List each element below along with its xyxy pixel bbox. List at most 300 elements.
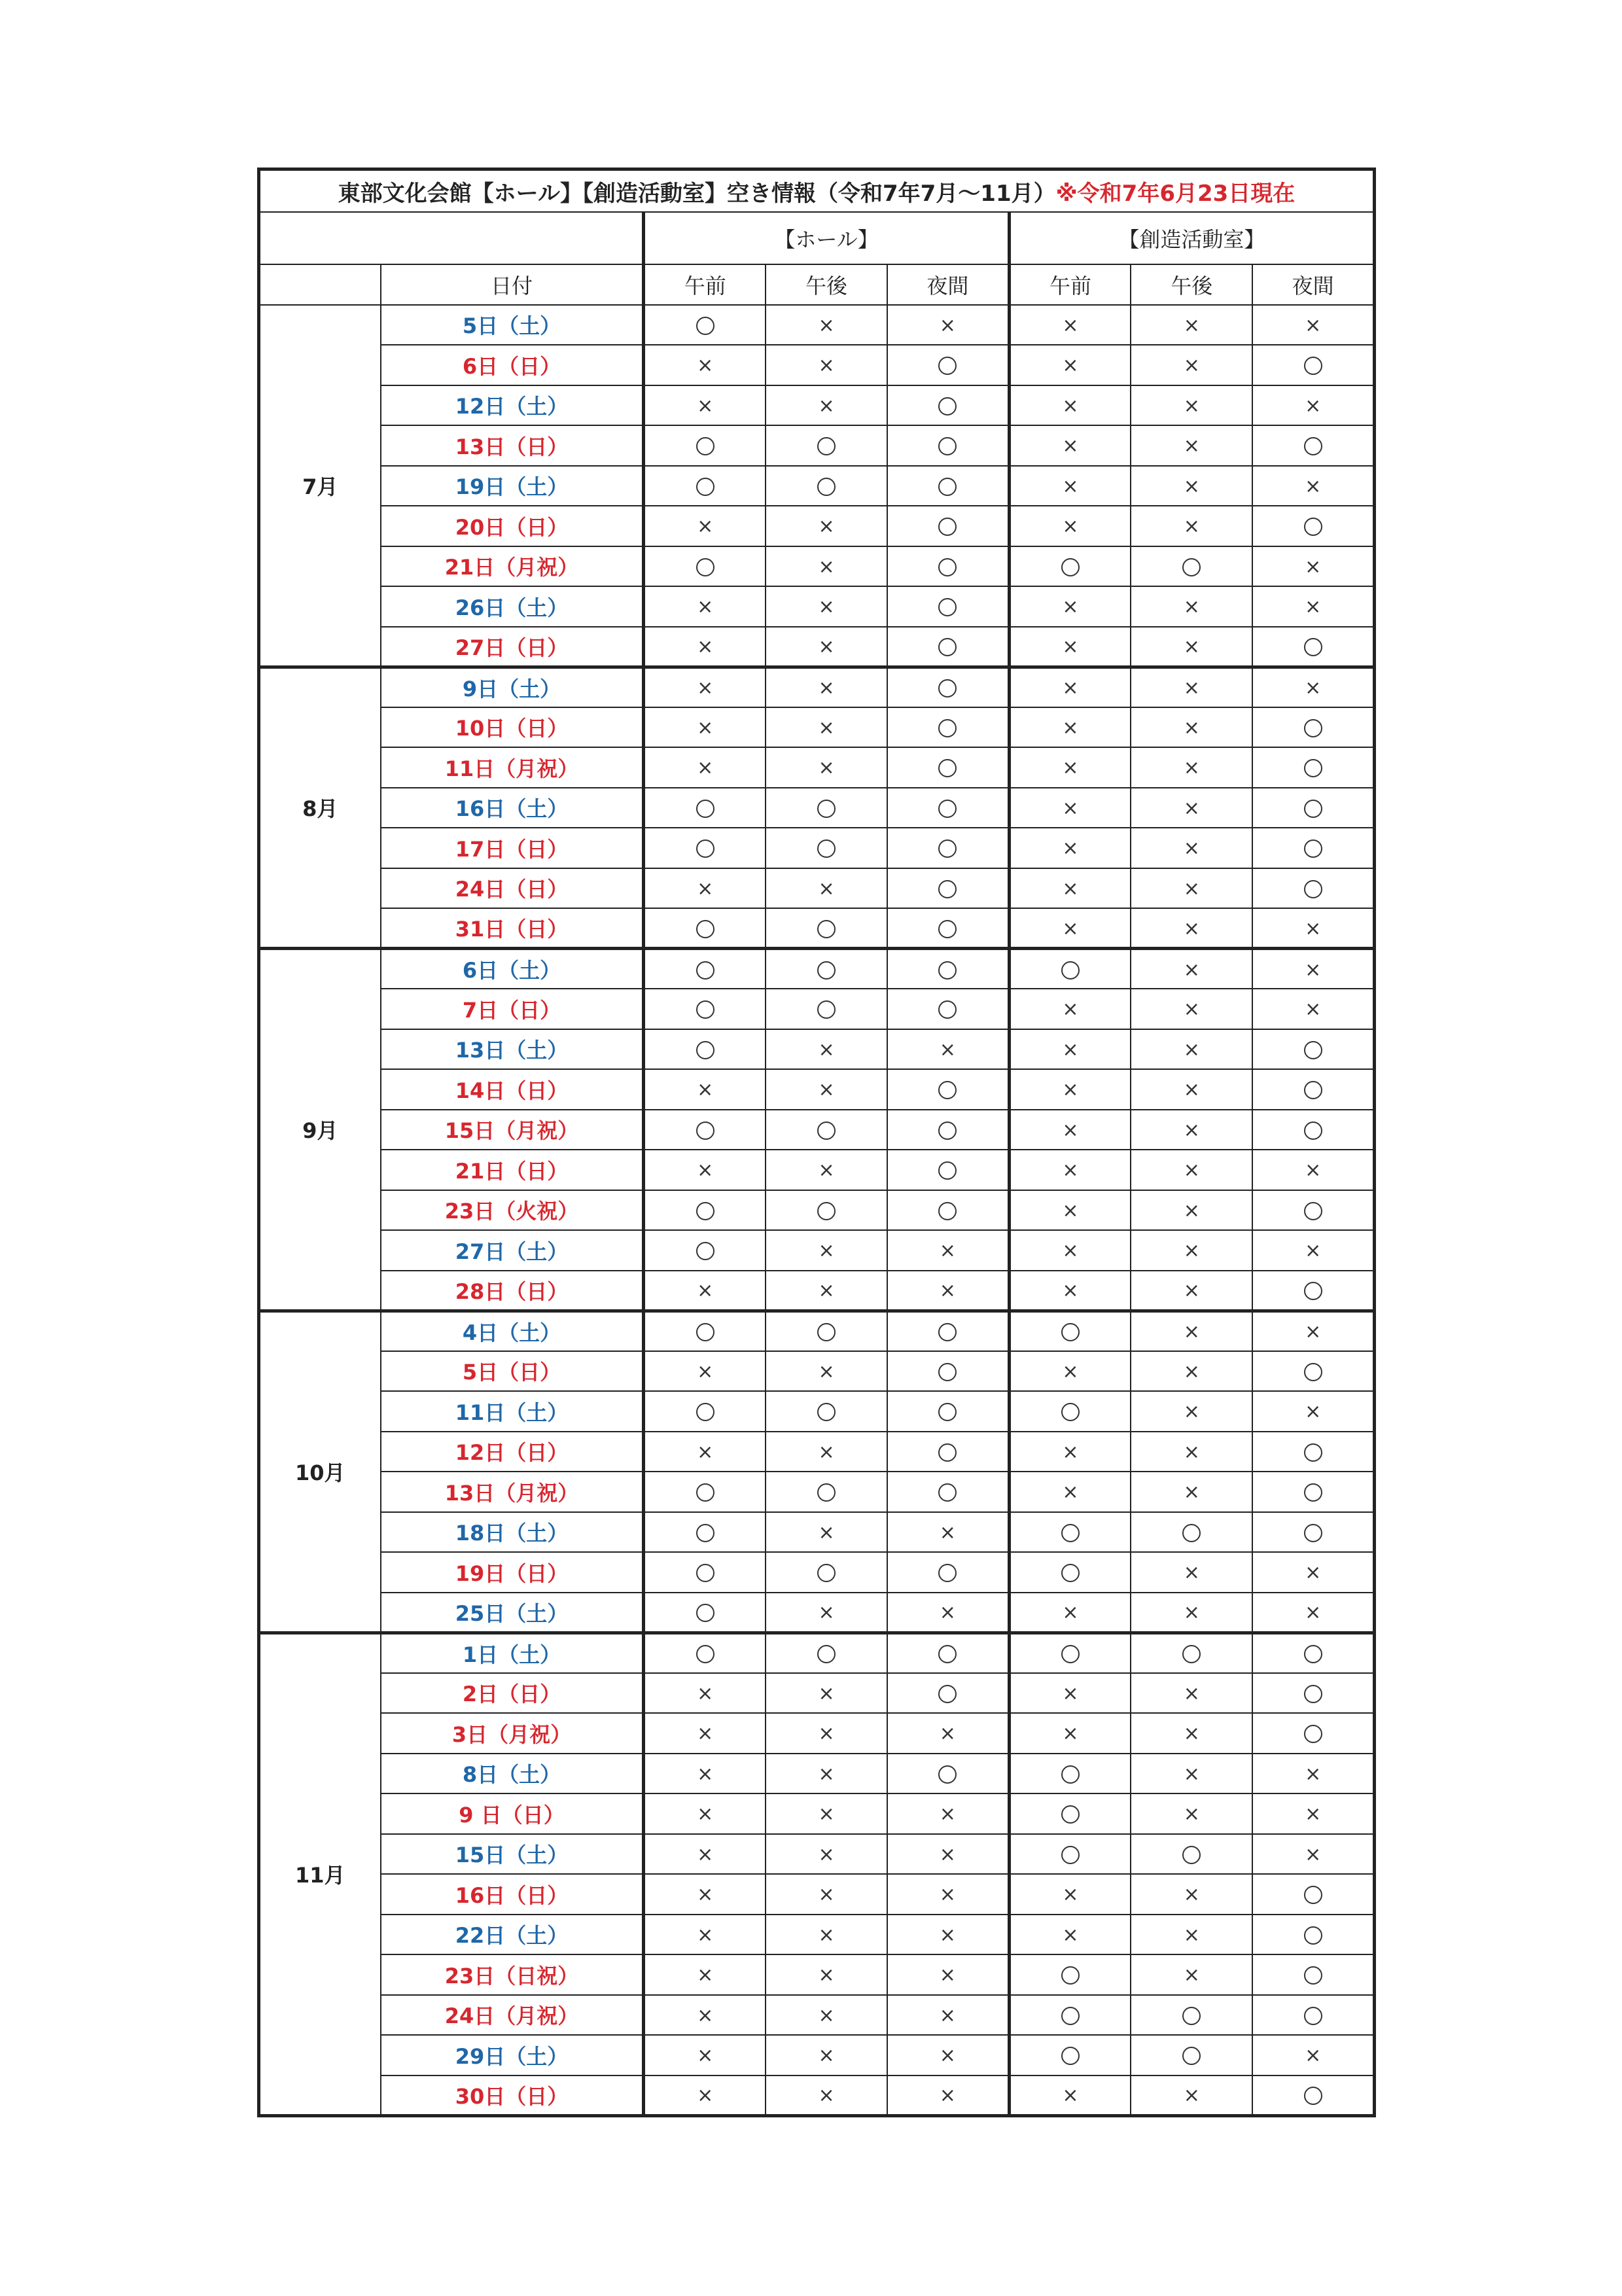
hall-night-cell: [887, 1351, 1009, 1392]
available-circle-icon: [1061, 1765, 1080, 1784]
hall-am-cell: [644, 908, 766, 949]
unavailable-cross-icon: ×: [818, 515, 835, 539]
table-row: [259, 1391, 1375, 1432]
studio-night-cell: [1252, 425, 1374, 466]
studio-pm-cell: [1131, 1874, 1252, 1915]
studio-night-header: 夜間: [1252, 264, 1374, 305]
hall-night-cell: [887, 2035, 1009, 2075]
studio-am-cell: [1009, 1351, 1131, 1392]
studio-am-cell: [1009, 667, 1131, 707]
unavailable-cross-icon: ×: [818, 877, 835, 900]
table-row: [259, 1834, 1375, 1875]
available-circle-icon: [696, 1645, 714, 1663]
hall-night-cell: [887, 1915, 1009, 1955]
studio-night-cell: [1252, 1069, 1374, 1110]
available-circle-icon: [817, 1202, 836, 1220]
hall-night-cell: [887, 667, 1009, 707]
unavailable-cross-icon: ×: [1062, 677, 1079, 699]
hall-am-cell: [644, 747, 766, 788]
date-cell: 6日（土）: [381, 949, 644, 989]
studio-pm-cell: [1131, 747, 1252, 788]
unavailable-cross-icon: ×: [939, 1601, 956, 1624]
hall-night-cell: [887, 828, 1009, 868]
available-circle-icon: [696, 1041, 714, 1059]
hall-am-cell: [644, 305, 766, 345]
hall-night-cell: [887, 506, 1009, 546]
available-circle-icon: [817, 1483, 836, 1502]
unavailable-cross-icon: ×: [1305, 958, 1322, 981]
hall-pm-cell: [766, 1190, 887, 1231]
table-row: [259, 908, 1375, 949]
available-circle-icon: [696, 1202, 714, 1220]
available-circle-icon: [938, 1483, 957, 1502]
studio-am-cell: [1009, 707, 1131, 748]
unavailable-cross-icon: ×: [818, 1038, 835, 1061]
unavailable-cross-icon: ×: [1062, 1601, 1079, 1624]
unavailable-cross-icon: ×: [818, 677, 835, 699]
studio-pm-cell: [1131, 1633, 1252, 1673]
unavailable-cross-icon: ×: [1183, 515, 1200, 539]
hall-am-cell: [644, 1150, 766, 1190]
studio-am-cell: [1009, 1874, 1131, 1915]
available-circle-icon: [696, 920, 714, 938]
unavailable-cross-icon: ×: [1183, 434, 1200, 458]
table-row: [259, 1552, 1375, 1593]
date-cell: 19日（土）: [381, 466, 644, 506]
studio-night-cell: [1252, 1150, 1374, 1190]
unavailable-cross-icon: ×: [697, 877, 714, 900]
unavailable-cross-icon: ×: [818, 1803, 835, 1826]
available-circle-icon: [817, 920, 836, 938]
table-row: [259, 2035, 1375, 2075]
studio-am-cell: [1009, 1713, 1131, 1754]
unavailable-cross-icon: ×: [697, 515, 714, 539]
hall-am-cell: [644, 788, 766, 828]
date-cell: 12日（日）: [381, 1432, 644, 1472]
available-circle-icon: [817, 961, 836, 980]
studio-am-cell: [1009, 1593, 1131, 1633]
hall-pm-cell: [766, 1834, 887, 1875]
available-circle-icon: [938, 920, 957, 938]
unavailable-cross-icon: ×: [1062, 837, 1079, 860]
studio-am-cell: [1009, 788, 1131, 828]
table-row: [259, 466, 1375, 506]
studio-pm-cell: [1131, 828, 1252, 868]
hall-night-cell: [887, 2075, 1009, 2116]
unavailable-cross-icon: ×: [1183, 2084, 1200, 2107]
unavailable-cross-icon: ×: [818, 1159, 835, 1182]
available-circle-icon: [938, 638, 957, 656]
date-cell: 1日（土）: [381, 1633, 644, 1673]
hall-am-cell: [644, 627, 766, 667]
unavailable-cross-icon: ×: [818, 2004, 835, 2027]
hall-pm-cell: [766, 1915, 887, 1955]
unavailable-cross-icon: ×: [1183, 1118, 1200, 1142]
hall-night-cell: [887, 747, 1009, 788]
available-circle-icon: [696, 1564, 714, 1582]
unavailable-cross-icon: ×: [939, 2044, 956, 2068]
hall-pm-cell: [766, 908, 887, 949]
hall-pm-cell: [766, 1593, 887, 1633]
available-circle-icon: [696, 1122, 714, 1140]
hall-am-cell: [644, 1793, 766, 1834]
date-cell: 20日（日）: [381, 506, 644, 546]
hall-pm-cell: [766, 1311, 887, 1351]
studio-pm-cell: [1131, 385, 1252, 426]
studio-pm-cell: [1131, 2035, 1252, 2075]
hall-night-cell: [887, 627, 1009, 667]
table-row: [259, 1754, 1375, 1794]
date-cell: 25日（土）: [381, 1593, 644, 1633]
available-circle-icon: [938, 1443, 957, 1462]
unavailable-cross-icon: ×: [697, 1762, 714, 1786]
available-circle-icon: [1061, 1403, 1080, 1421]
unavailable-cross-icon: ×: [939, 1038, 956, 1061]
studio-am-cell: [1009, 1915, 1131, 1955]
unavailable-cross-icon: ×: [1183, 313, 1200, 337]
studio-pm-cell: [1131, 586, 1252, 627]
hall-pm-cell: [766, 1472, 887, 1512]
table-row: [259, 868, 1375, 909]
hall-pm-cell: [766, 1995, 887, 2036]
month-label: 8月: [259, 667, 381, 949]
table-row: [259, 1954, 1375, 1995]
studio-night-cell: [1252, 1351, 1374, 1392]
hall-night-cell: [887, 1311, 1009, 1351]
hall-night-cell: [887, 1110, 1009, 1150]
unavailable-cross-icon: ×: [1305, 917, 1322, 940]
section-header-blank: [259, 212, 644, 264]
studio-pm-cell: [1131, 667, 1252, 707]
unavailable-cross-icon: ×: [1062, 716, 1079, 739]
available-circle-icon: [938, 880, 957, 898]
available-circle-icon: [938, 1403, 957, 1421]
table-row: [259, 1230, 1375, 1271]
studio-night-cell: [1252, 305, 1374, 345]
date-cell: 13日（日）: [381, 425, 644, 466]
unavailable-cross-icon: ×: [818, 1722, 835, 1746]
hall-pm-cell: [766, 466, 887, 506]
unavailable-cross-icon: ×: [1305, 1400, 1322, 1424]
available-circle-icon: [1061, 961, 1080, 980]
available-circle-icon: [1182, 558, 1201, 576]
unavailable-cross-icon: ×: [697, 2084, 714, 2107]
table-row: [259, 1793, 1375, 1834]
unavailable-cross-icon: ×: [697, 1923, 714, 1947]
unavailable-cross-icon: ×: [1183, 1762, 1200, 1786]
table-row: [259, 1633, 1375, 1673]
date-cell: 13日（土）: [381, 1029, 644, 1070]
table-row: [259, 586, 1375, 627]
unavailable-cross-icon: ×: [818, 1762, 835, 1786]
unavailable-cross-icon: ×: [1305, 1159, 1322, 1182]
available-circle-icon: [1182, 1524, 1201, 1542]
table-row: [259, 425, 1375, 466]
studio-pm-cell: [1131, 546, 1252, 587]
studio-night-cell: [1252, 1432, 1374, 1472]
studio-night-cell: [1252, 949, 1374, 989]
available-circle-icon: [938, 719, 957, 737]
studio-am-cell: [1009, 586, 1131, 627]
unavailable-cross-icon: ×: [1062, 1038, 1079, 1061]
table-row: [259, 627, 1375, 667]
unavailable-cross-icon: ×: [939, 1923, 956, 1947]
table-row: [259, 1190, 1375, 1231]
hall-am-cell: [644, 1432, 766, 1472]
studio-am-cell: [1009, 466, 1131, 506]
studio-am-cell: [1009, 345, 1131, 385]
studio-night-cell: [1252, 828, 1374, 868]
available-circle-icon: [1061, 1564, 1080, 1582]
hall-pm-cell: [766, 425, 887, 466]
studio-night-cell: [1252, 1512, 1374, 1553]
available-circle-icon: [938, 1081, 957, 1099]
hall-am-cell: [644, 506, 766, 546]
hall-night-cell: [887, 1069, 1009, 1110]
hall-pm-cell: [766, 1713, 887, 1754]
studio-am-cell: [1009, 2075, 1131, 2116]
available-circle-icon: [938, 1000, 957, 1019]
hall-am-cell: [644, 1552, 766, 1593]
unavailable-cross-icon: ×: [697, 2044, 714, 2068]
studio-am-cell: [1009, 949, 1131, 989]
unavailable-cross-icon: ×: [1183, 635, 1200, 658]
hall-night-cell: [887, 1190, 1009, 1231]
studio-night-cell: [1252, 1472, 1374, 1512]
studio-night-cell: [1252, 1311, 1374, 1351]
hall-am-cell: [644, 1029, 766, 1070]
table-row: [259, 1593, 1375, 1633]
studio-pm-cell: [1131, 305, 1252, 345]
available-circle-icon: [938, 1564, 957, 1582]
available-circle-icon: [696, 1483, 714, 1502]
hall-night-cell: [887, 1793, 1009, 1834]
hall-am-cell: [644, 1673, 766, 1714]
unavailable-cross-icon: ×: [697, 354, 714, 378]
hall-am-cell: [644, 1069, 766, 1110]
table-row: [259, 506, 1375, 546]
hall-am-cell: [644, 1190, 766, 1231]
hall-night-cell: [887, 1834, 1009, 1875]
hall-night-header: 夜間: [887, 264, 1009, 305]
studio-night-cell: [1252, 1874, 1374, 1915]
studio-am-cell: [1009, 1110, 1131, 1150]
title-row: [259, 169, 1375, 213]
available-circle-icon: [1304, 759, 1322, 777]
table-row: [259, 1472, 1375, 1512]
unavailable-cross-icon: ×: [818, 354, 835, 378]
unavailable-cross-icon: ×: [1062, 796, 1079, 820]
unavailable-cross-icon: ×: [1305, 2044, 1322, 2068]
studio-am-cell: [1009, 747, 1131, 788]
hall-am-cell: [644, 707, 766, 748]
studio-night-cell: [1252, 1552, 1374, 1593]
hall-pm-cell: [766, 305, 887, 345]
hall-am-cell: [644, 949, 766, 989]
available-circle-icon: [696, 961, 714, 980]
unavailable-cross-icon: ×: [818, 1279, 835, 1302]
table-row: [259, 989, 1375, 1029]
studio-am-cell: [1009, 1069, 1131, 1110]
available-circle-icon: [1304, 437, 1322, 455]
available-circle-icon: [1304, 1886, 1322, 1904]
unavailable-cross-icon: ×: [818, 394, 835, 417]
hall-am-cell: [644, 1271, 766, 1311]
studio-am-cell: [1009, 2035, 1131, 2075]
table-row: [259, 1713, 1375, 1754]
unavailable-cross-icon: ×: [818, 1239, 835, 1263]
hall-night-cell: [887, 989, 1009, 1029]
unavailable-cross-icon: ×: [1062, 1199, 1079, 1222]
available-circle-icon: [696, 317, 714, 335]
unavailable-cross-icon: ×: [1062, 354, 1079, 378]
unavailable-cross-icon: ×: [1305, 595, 1322, 619]
month-label: 10月: [259, 1311, 381, 1633]
hall-night-cell: [887, 1512, 1009, 1553]
available-circle-icon: [696, 1524, 714, 1542]
available-circle-icon: [1304, 1926, 1322, 1945]
date-cell: 11日（月祝）: [381, 747, 644, 788]
unavailable-cross-icon: ×: [1183, 1159, 1200, 1182]
studio-pm-cell: [1131, 425, 1252, 466]
table-row: [259, 788, 1375, 828]
unavailable-cross-icon: ×: [939, 2084, 956, 2107]
unavailable-cross-icon: ×: [818, 756, 835, 780]
available-circle-icon: [696, 478, 714, 496]
available-circle-icon: [1061, 1323, 1080, 1341]
unavailable-cross-icon: ×: [1183, 1199, 1200, 1222]
studio-night-cell: [1252, 1995, 1374, 2036]
date-cell: 22日（土）: [381, 1915, 644, 1955]
unavailable-cross-icon: ×: [1183, 756, 1200, 780]
date-cell: 16日（土）: [381, 788, 644, 828]
available-circle-icon: [938, 1363, 957, 1381]
studio-am-cell: [1009, 385, 1131, 426]
hall-am-cell: [644, 2075, 766, 2116]
available-circle-icon: [817, 1000, 836, 1019]
hall-night-cell: [887, 1391, 1009, 1432]
available-circle-icon: [1304, 1685, 1322, 1703]
hall-pm-cell: [766, 586, 887, 627]
hall-am-cell: [644, 1472, 766, 1512]
available-circle-icon: [1304, 1524, 1322, 1542]
available-circle-icon: [1061, 1645, 1080, 1663]
studio-am-cell: [1009, 908, 1131, 949]
hall-am-cell: [644, 1391, 766, 1432]
unavailable-cross-icon: ×: [1183, 958, 1200, 981]
month-label: 7月: [259, 305, 381, 667]
hall-am-cell: [644, 345, 766, 385]
hall-am-cell: [644, 868, 766, 909]
date-cell: 23日（日祝）: [381, 1954, 644, 1995]
hall-pm-cell: [766, 2075, 887, 2116]
unavailable-cross-icon: ×: [1183, 998, 1200, 1021]
unavailable-cross-icon: ×: [697, 1964, 714, 1987]
unavailable-cross-icon: ×: [939, 1803, 956, 1826]
unavailable-cross-icon: ×: [697, 1883, 714, 1907]
unavailable-cross-icon: ×: [1183, 716, 1200, 739]
date-cell: 9日（土）: [381, 667, 644, 707]
unavailable-cross-icon: ×: [697, 1360, 714, 1383]
hall-pm-cell: [766, 2035, 887, 2075]
unavailable-cross-icon: ×: [1062, 1078, 1079, 1102]
studio-am-cell: [1009, 1190, 1131, 1231]
date-cell: 6日（日）: [381, 345, 644, 385]
unavailable-cross-icon: ×: [818, 1682, 835, 1705]
studio-night-cell: [1252, 1110, 1374, 1150]
unavailable-cross-icon: ×: [818, 2044, 835, 2068]
available-circle-icon: [1304, 1081, 1322, 1099]
unavailable-cross-icon: ×: [818, 716, 835, 739]
studio-pm-cell: [1131, 868, 1252, 909]
date-cell: 3日（月祝）: [381, 1713, 644, 1754]
unavailable-cross-icon: ×: [1183, 1440, 1200, 1464]
unavailable-cross-icon: ×: [939, 1239, 956, 1263]
studio-pm-cell: [1131, 1472, 1252, 1512]
available-circle-icon: [817, 1564, 836, 1582]
available-circle-icon: [817, 800, 836, 818]
unavailable-cross-icon: ×: [1183, 1239, 1200, 1263]
hall-am-cell: [644, 989, 766, 1029]
hall-pm-cell: [766, 949, 887, 989]
hall-pm-cell: [766, 868, 887, 909]
available-circle-icon: [1304, 2087, 1322, 2105]
available-circle-icon: [817, 839, 836, 858]
table-row: [259, 1150, 1375, 1190]
date-cell: 28日（日）: [381, 1271, 644, 1311]
unavailable-cross-icon: ×: [818, 635, 835, 658]
unavailable-cross-icon: ×: [1305, 1601, 1322, 1624]
title-note: ※令和7年6月23日現在: [1055, 180, 1296, 207]
hall-pm-cell: [766, 1271, 887, 1311]
available-circle-icon: [1304, 1966, 1322, 1985]
date-cell: 11日（土）: [381, 1391, 644, 1432]
hall-pm-cell: [766, 828, 887, 868]
unavailable-cross-icon: ×: [1062, 313, 1079, 337]
available-circle-icon: [1061, 1846, 1080, 1864]
hall-am-cell: [644, 1110, 766, 1150]
page-title: [259, 169, 1375, 213]
hall-pm-cell: [766, 747, 887, 788]
hall-pm-cell: [766, 1793, 887, 1834]
studio-am-cell: [1009, 1432, 1131, 1472]
studio-night-cell: [1252, 506, 1374, 546]
hall-am-cell: [644, 1633, 766, 1673]
studio-night-cell: [1252, 586, 1374, 627]
unavailable-cross-icon: ×: [1305, 677, 1322, 699]
hall-night-cell: [887, 1150, 1009, 1190]
unavailable-cross-icon: ×: [1062, 2084, 1079, 2107]
hall-am-cell: [644, 1954, 766, 1995]
available-circle-icon: [938, 558, 957, 576]
unavailable-cross-icon: ×: [818, 1883, 835, 1907]
date-cell: 9 日（日）: [381, 1793, 644, 1834]
hall-pm-cell: [766, 1754, 887, 1794]
studio-pm-header: 午後: [1131, 264, 1252, 305]
hall-am-cell: [644, 1593, 766, 1633]
studio-night-cell: [1252, 385, 1374, 426]
hall-pm-cell: [766, 1552, 887, 1593]
unavailable-cross-icon: ×: [939, 1722, 956, 1746]
hall-pm-cell: [766, 1432, 887, 1472]
available-circle-icon: [1304, 1363, 1322, 1381]
hall-night-cell: [887, 1954, 1009, 1995]
unavailable-cross-icon: ×: [1183, 1561, 1200, 1585]
unavailable-cross-icon: ×: [1183, 1601, 1200, 1624]
available-circle-icon: [1061, 558, 1080, 576]
hall-night-cell: [887, 1754, 1009, 1794]
available-circle-icon: [938, 1323, 957, 1341]
